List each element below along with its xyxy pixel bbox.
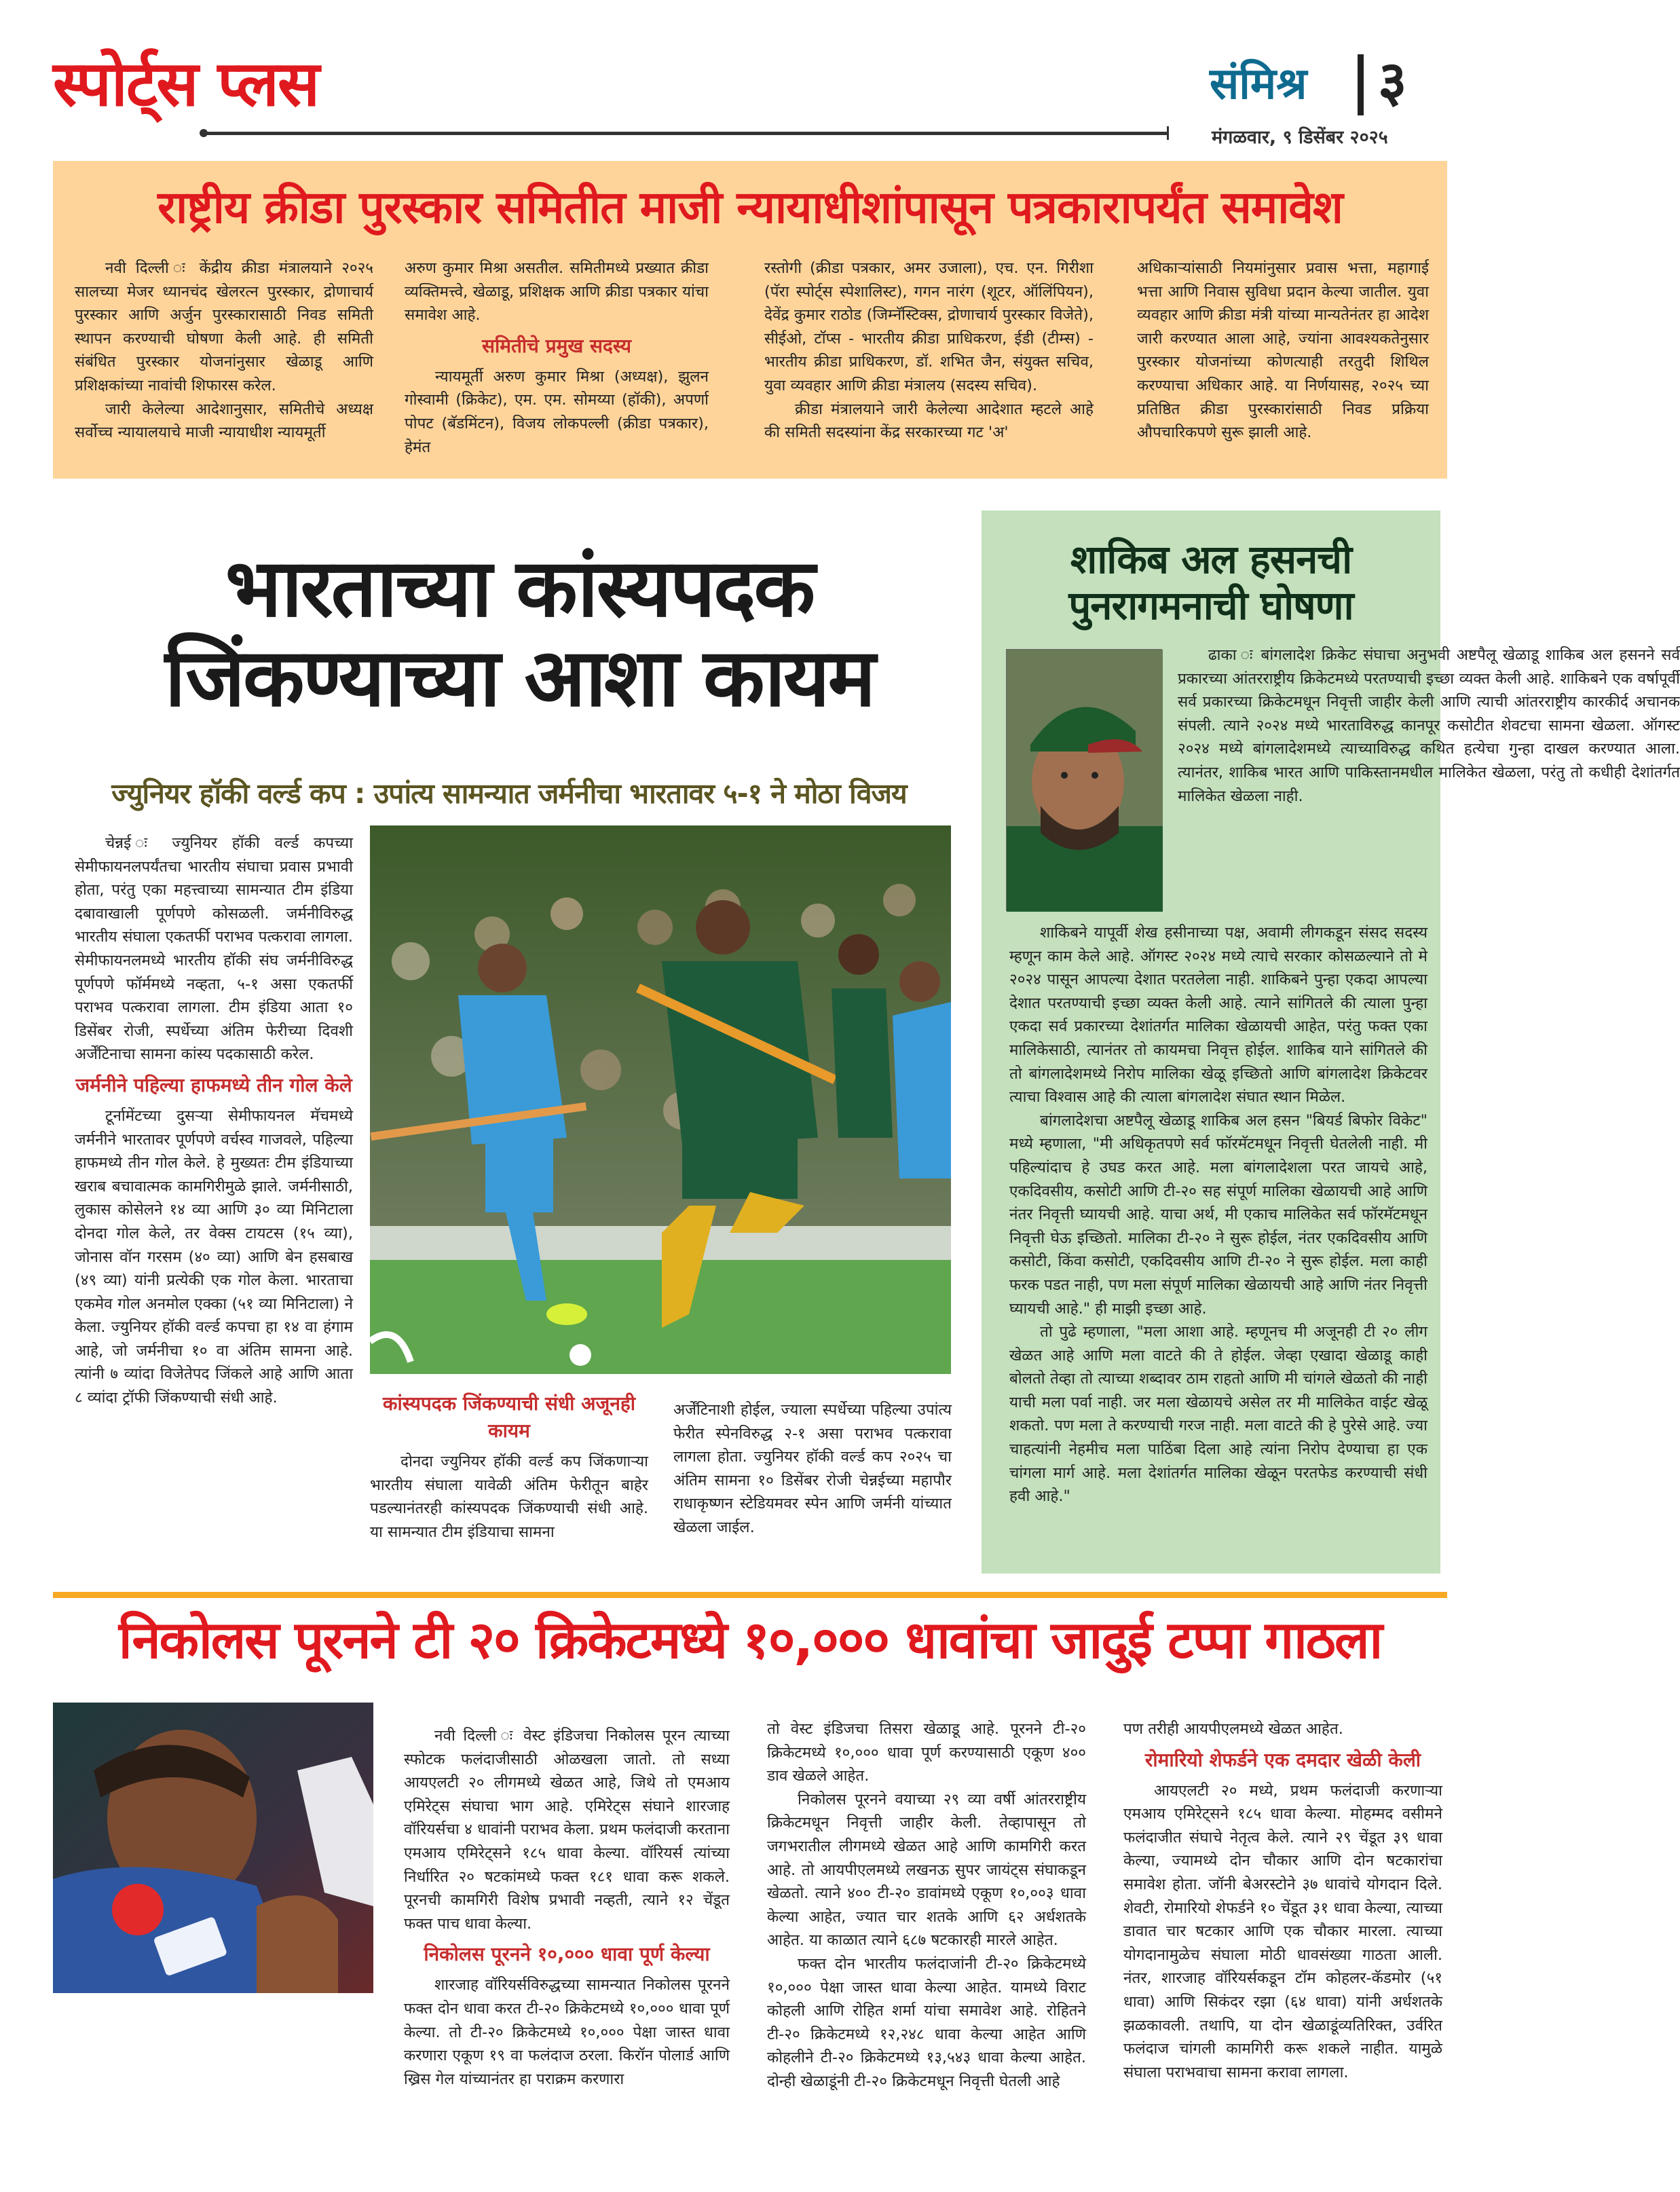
article-column — [405, 257, 709, 459]
paragraph: पण तरीही आयपीएलमध्ये खेळत आहेत. — [1123, 1720, 1343, 1738]
paragraph: अरुण कुमार मिश्रा असतील. समितीमध्ये प्रख्यात क्रीडा व्यक्तिमत्त्वे, खेळाडू, प्रशिक्षक आणि क्रीडा पत्रकार यांचा समावेश आहे. — [405, 259, 709, 324]
paragraph: तो वेस्ट इंडिजचा तिसरा खेळाडू आहे. पूरनने टी-२० क्रिकेटमध्ये १०,००० धावा पूर्ण करण्यासाठी एकूण ४०० डाव खेळले आहेत. — [767, 1720, 1086, 1785]
article-column — [75, 832, 353, 1410]
paragraph: आयएलटी २० मध्ये, प्रथम फलंदाजी करणाऱ्या एमआय एमिरेट्सने १८५ धावा केल्या. मोहम्मद वसीमने फलंदाजीत संघाचे नेतृत्व केले. त्याने २९ चेंडूत ३९ धावा केल्या, ज्यामध्ये दोन चौकार आणि दोन षटकारांचा समावेश होता. जॉनी बेअरस्टोने ३७ धावांचे योगदान दिले. शेवटी, रोमारियो शेफर्डने १० चेंडूत ३१ धावा केल्या, त्याच्या डावात चार षटकार आणि एक चौकार मारला. त्याच्या योगदानामुळेच संघाला मोठी धावसंख्या गाठता आली. नंतर, शारजाह वॉरियर्सकडून टॉम कोहलर-कॅडमोर (५१ धावा) आणि सिकंदर रझा (६४ धावा) यांनी अर्धशतके झळकावली. तथापि, या दोन खेळाडूंव्यतिरिक्त, उर्वरित फलंदाज चांगली कामगिरी करू शकले नाहीत. यामुळे संघाला पराभवाचा सामना करावा लागला. — [1123, 1781, 1442, 2081]
article-subheading: कांस्यपदक जिंकण्याची संधी अजूनही कायम — [383, 1392, 635, 1442]
issue-date: मंगळवार, ९ डिसेंबर २०२५ — [1212, 127, 1388, 148]
article-column — [767, 1717, 1086, 2094]
paragraph: अधिकाऱ्यांसाठी नियमांनुसार प्रवास भत्ता, महागाई भत्ता आणि निवास सुविधा प्रदान केल्या जातील. युवा व्यवहार आणि क्रीडा मंत्री यांच्या मान्यतेनंतर हा आदेश जारी करण्यात आला आहे, ज्यांना आवश्यकतेनुसार पुरस्कार योजनांच्या कोणत्याही तरतुदी शिथिल करण्याचा अधिकार आहे. या निर्णयासह, २०२५ च्या प्रतिष्ठित क्रीडा पुरस्कारांसाठी निवड प्रक्रिया औपचारिकपणे सुरू झाली आहे. — [1137, 259, 1429, 442]
article-headline — [982, 536, 1440, 629]
section-divider — [53, 1592, 1447, 1598]
paragraph: निकोलस पूरनने वयाच्या २९ व्या वर्षी आंतरराष्ट्रीय क्रिकेटमधून निवृत्ती जाहीर केली. तेव्हापासून तो जगभरातील लीगमध्ये खेळत आहे आणि कामगिरी करत आहे. तो आयपीएलमध्ये लखनऊ सुपर जायंट्स संघाकडून खेळतो. त्याने ४०० टी-२० डावांमध्ये एकूण १०,००३ धावा केल्या आहेत, ज्यात चार शतके आणि ६२ अर्धशतके आहेत. या काळात त्याने ६८७ षटकारही मारले आहेत. — [767, 1790, 1086, 1950]
photo-illustration — [53, 1703, 373, 1993]
article-column — [404, 1724, 730, 2091]
hockey-match-photo — [370, 825, 951, 1374]
article-column — [1123, 1717, 1442, 2084]
article-subheading: निकोलस पूरनने १०,००० धावा पूर्ण केल्या — [424, 1943, 710, 1966]
section-name: संमिश्र — [1210, 59, 1307, 109]
paragraph: चेन्नई ः ज्युनियर हॉकी वर्ल्ड कपच्या सेमीफायनलपर्यंतचा भारतीय संघाचा प्रवास प्रभावी होता, परंतु एका महत्त्वाच्या सामन्यात टीम इंडिया दबावाखाली पूर्णपणे कोसळली. जर्मनीविरुद्ध भारतीय संघाला एकतर्फी पराभव पत्करावा लागला. सेमीफायनलमध्ये भारतीय हॉकी संघ जर्मनीविरुद्ध पूर्णपणे फॉर्ममध्ये नव्हता, ५-१ असा एकतर्फी पराभव पत्करावा लागला. टीम इंडिया आता १० डिसेंबर रोजी, स्पर्धेच्या अंतिम फेरीच्या दिवशी अर्जेंटिनाचा सामना कांस्य पदकासाठी करेल. — [75, 834, 353, 1064]
paragraph: रस्तोगी (क्रीडा पत्रकार, अमर उजाला), एच. एन. गिरीशा (पॅरा स्पोर्ट्स स्पेशालिस्ट), गगन नारंग (शूटर, ऑलिंपियन), देवेंद्र कुमार राठोड (जिम्नॅस्टिक्स, द्रोणाचार्य पुरस्कार विजेते), सीईओ, टॉप्स - भारतीय क्रीडा प्राधिकरण, ईडी (टीम्स) - भारतीय क्रीडा प्राधिकरण, डॉ. शभित जैन, संयुक्त सचिव, युवा व्यवहार आणि क्रीडा मंत्रालय (सदस्य सचिव). — [764, 259, 1094, 394]
paragraph: जारी केलेल्या आदेशानुसार, समितीचे अध्यक्ष सर्वोच्च न्यायालयाचे माजी न्यायाधीश न्यायमूर्ती — [75, 400, 373, 442]
paragraph: नवी दिल्ली ः केंद्रीय क्रीडा मंत्रालयाने २०२५ सालच्या मेजर ध्यानचंद खेलरत्न पुरस्कार, द्रोणाचार्य पुरस्कार आणि अर्जुन पुरस्कारासाठी निवड समिती स्थापन करण्याची घोषणा केली आहे. ही समिती संबंधित पुरस्कार योजनांनुसार खेळाडू आणि प्रशिक्षकांच्या नावांची शिफारस करेल. — [75, 259, 373, 394]
article-subheading: रोमारियो शेफर्डने एक दमदार खेळी केली — [1144, 1748, 1421, 1771]
pooran-photo — [53, 1703, 373, 1993]
headline-line: पुनरागमनाची घोषणा — [1068, 582, 1354, 629]
paragraph: तो पुढे म्हणाला, "मला आशा आहे. म्हणूनच मी अजूनही टी २० लीग खेळत आहे आणि मला वाटते की ते होईल. जेव्हा एखादा खेळाडू काही बोलतो तेव्हा तो त्याच्या शब्दावर ठाम राहतो आणि मी चांगले खेळतो की नाही याची मला पर्वा नाही. जर मला खेळायचे असेल तर मी मालिकेत वाईट खेळू शकतो. पण मला ते करण्याची गरज नाही. मला वाटते की हे पुरेसे आहे. ज्या चाहत्यांनी नेहमीच मला पाठिंबा दिला आहे त्यांना निरोप देण्याचा हा एक चांगला मार्ग आहे. मला देशांतर्गत मालिका खेळून परतफेड करण्याची संधी हवी आहे." — [1009, 1323, 1427, 1506]
article-subheading: समितीचे प्रमुख सदस्य — [482, 334, 631, 357]
paragraph: फक्त दोन भारतीय फलंदाजांनी टी-२० क्रिकेटमध्ये १०,००० पेक्षा जास्त धावा केल्या आहेत. यामध्ये विराट कोहली आणि रोहित शर्मा यांचा समावेश आहे. रोहितने टी-२० क्रिकेटमध्ये १२,२४८ धावा केल्या आहेत आणि कोहलीने टी-२० क्रिकेटमध्ये १३,५४३ धावा केल्या आहेत. दोन्ही खेळाडूंनी टी-२० क्रिकेटमधून निवृत्ती घेतली आहे — [767, 1954, 1086, 2090]
article-column — [764, 257, 1094, 445]
paragraph: टूर्नामेंटच्या दुसऱ्या सेमीफायनल मॅचमध्ये जर्मनीने भारतावर पूर्णपणे वर्चस्व गाजवले, पहिल्या हाफमध्ये तीन गोल केले. हे मुख्यतः टीम इंडियाच्या खराब बचावात्मक कामगिरीमुळे झाले. जर्मनीसाठी, लुकास कोसेलने १४ व्या आणि ३० व्या मिनिटाला दोनदा गोल केले, तर वेक्स टायटस (१५ व्या), जोनास वॉन गरसम (४० व्या) आणि बेन हसबाख (४९ व्या) यांनी प्रत्येकी एक गोल केला. भारताचा एकमेव गोल अनमोल एक्का (५१ व्या मिनिटाला) ने केला. ज्युनियर हॉकी वर्ल्ड कपचा हा १४ वा हंगाम आहे, जो जर्मनीचा १० वा अंतिम सामना आहे. त्यांनी ७ व्यांदा विजेतेपद जिंकले आहे आणि आता ८ व्यांदा ट्रॉफी जिंकण्याची संधी आहे. — [75, 1107, 353, 1407]
photo-illustration — [370, 825, 951, 1374]
article-subheadline: ज्युनियर हॉकी वर्ल्ड कप : उपांत्य सामन्यात जर्मनीचा भारतावर ५-१ ने मोठा विजय — [111, 777, 907, 810]
masthead-title: स्पोर्ट्स प्लस — [53, 48, 319, 120]
article-column — [673, 1398, 952, 1540]
article-headline — [102, 541, 937, 725]
paragraph: नवी दिल्ली ः वेस्ट इंडिजचा निकोलस पूरन त्याच्या स्फोटक फलंदाजीसाठी ओळखला जातो. तो सध्या आयएलटी २० लीगमध्ये खेळत आहे, जिथे तो एमआय एमिरेट्स संघाचा भाग आहे. एमिरेट्स संघाने शारजाह वॉरियर्सचा ४ धावांनी पराभव केला. प्रथम फलंदाजी करताना एमआय एमिरेट्सने १८५ धावा केल्या. वॉरियर्स त्यांच्या निर्धारित २० षटकांमध्ये फक्त १८१ धावा करू शकले. पूरनची कामगिरी विशेष प्रभावी नव्हती, त्याने १२ चेंडूत फक्त पाच धावा केल्या. — [404, 1727, 730, 1933]
paragraph: न्यायमूर्ती अरुण कुमार मिश्रा (अध्यक्ष), झुलन गोस्वामी (क्रिकेट), एम. एम. सोमय्या (हॉकी), अपर्णा पोपट (बॅडमिंटन), विजय लोकपल्ली (क्रीडा पत्रकार), हेमंत — [405, 367, 709, 456]
paragraph: दोनदा ज्युनियर हॉकी वर्ल्ड कप जिंकणाऱ्या भारतीय संघाला यावेळी अंतिम फेरीतून बाहेर पडल्यानंतरही कांस्यपदक जिंकण्याची संधी आहे. या सामन्यात टीम इंडियाचा सामना — [370, 1453, 648, 1541]
masthead-divider — [204, 132, 1168, 135]
section-separator — [1358, 54, 1364, 115]
article-headline: राष्ट्रीय क्रीडा पुरस्कार समितीत माजी न्यायाधीशांपासून पत्रकारापर्यंत समावेश — [157, 181, 1343, 234]
article-column — [1137, 257, 1429, 445]
paragraph: शारजाह वॉरियर्सविरुद्धच्या सामन्यात निकोलस पूरनने फक्त दोन धावा करत टी-२० क्रिकेटमध्ये १०,००० धावा पूर्ण केल्या. तो टी-२० क्रिकेटमध्ये १०,००० पेक्षा जास्त धावा करणारा एकूण १९ वा फलंदाज ठरला. किरॉन पोलार्ड आणि ख्रिस गेल यांच्यानंतर हा पराक्रम करणारा — [404, 1976, 730, 2088]
headline-line: शाकिब अल हसनची — [1070, 536, 1352, 582]
headline-line: भारताच्या कांस्यपदक — [225, 541, 814, 635]
article-column — [75, 257, 373, 445]
paragraph: शाकिबने यापूर्वी शेख हसीनाच्या पक्ष, अवामी लीगकडून संसद सदस्य म्हणून काम केले आहे. ऑगस्ट २०२४ मध्ये त्याचे सरकार कोसळल्याने तो मे २०२४ पासून आपल्या देशात परतलेला नाही. शाकिबने पुन्हा एकदा आपल्या देशात परतण्याची इच्छा व्यक्त केली आहे. त्याने सांगितले की त्याला पुन्हा एकदा सर्व प्रकारच्या देशांतर्गत मालिका खेळायची आहेत, परंतु फक्त एका मालिकेसाठी, त्यानंतर तो कायमचा निवृत्त होईल. शाकिब याने सांगितले की तो बांगलादेशमध्ये निरोप मालिका खेळू इच्छितो आणि बांगलादेश क्रिकेटवर त्याचा विश्वास आहे की त्याला बांगलादेश संघात स्थान मिळेल. — [1009, 924, 1427, 1107]
article-column — [1178, 644, 1680, 808]
headline-line: जिंकण्याच्या आशा कायम — [164, 631, 874, 725]
article-headline: निकोलस पूरनने टी २० क्रिकेटमध्ये १०,००० धावांचा जादुई टप्पा गाठला — [118, 1610, 1382, 1670]
article-subheading: जर्मनीने पहिल्या हाफमध्ये तीन गोल केले — [75, 1073, 352, 1096]
paragraph: बांगलादेशचा अष्टपैलू खेळाडू शाकिब अल हसन "बियर्ड बिफोर विकेट" मध्ये म्हणाला, "मी अधिकृतपणे सर्व फॉरमॅटमधून निवृत्ती घेतलेली नाही. मी पहिल्यांदाच हे उघड करत आहे. मला बांगलादेशला परत जायचे आहे, एकदिवसीय, कसोटी आणि टी-२० सह संपूर्ण मालिका खेळायची आहे आणि नंतर निवृत्ती घ्यायची आहे. याचा अर्थ, मी एकाच मालिकेत सर्व फॉरमॅटमधून निवृत्ती घेऊ इच्छितो. मालिका टी-२० ने सुरू होईल, नंतर एकदिवसीय आणि कसोटी, किंवा कसोटी, एकदिवसीय आणि टी-२० ने सुरू होईल. मला काही फरक पडत नाही, पण मला संपूर्ण मालिका खेळायची आहे आणि नंतर निवृत्ती घ्यायची आहे." ही माझी इच्छा आहे. — [1009, 1111, 1427, 1318]
article-column — [370, 1385, 648, 1544]
paragraph: क्रीडा मंत्रालयाने जारी केलेल्या आदेशात म्हटले आहे की समिती सदस्यांना केंद्र सरकारच्या गट 'अ' — [764, 400, 1094, 442]
article-column-wide — [1009, 850, 1427, 1508]
paragraph: ढाका ः बांगलादेश क्रिकेट संघाचा अनुभवी अष्टपैलू खेळाडू शाकिब अल हसनने सर्व प्रकारच्या आंतरराष्ट्रीय क्रिकेटमध्ये परतण्याची इच्छा व्यक्त केली आहे. शाकिबने एक वर्षापूर्वी सर्व प्रकारच्या क्रिकेटमधून निवृत्ती जाहीर केली आणि त्याची आंतरराष्ट्रीय कारकीर्द अचानक संपली. त्याने २०२४ मध्ये भारताविरुद्ध कानपूर कसोटीत शेवटचा सामना खेळला. ऑगस्ट २०२४ मध्ये बांगलादेशमध्ये त्याच्याविरुद्ध कथित हत्येचा गुन्हा दाखल करण्यात आला. त्यानंतर, शाकिब भारत आणि पाकिस्तानमधील मालिकेत खेळला, परंतु तो कधीही देशांतर्गत मालिकेत खेळला नाही. — [1178, 646, 1680, 805]
page-number: ३ — [1378, 50, 1407, 114]
paragraph: अर्जेंटिनाशी होईल, ज्याला स्पर्धेच्या पहिल्या उपांत्य फेरीत स्पेनविरुद्ध २-१ असा पराभव पत्करावा लागला होता. ज्युनियर हॉकी वर्ल्ड कप २०२५ चा अंतिम सामना १० डिसेंबर रोजी चेन्नईच्या महापौर राधाकृष्णन स्टेडियमवर स्पेन आणि जर्मनी यांच्यात खेळला जाईल. — [673, 1401, 952, 1536]
